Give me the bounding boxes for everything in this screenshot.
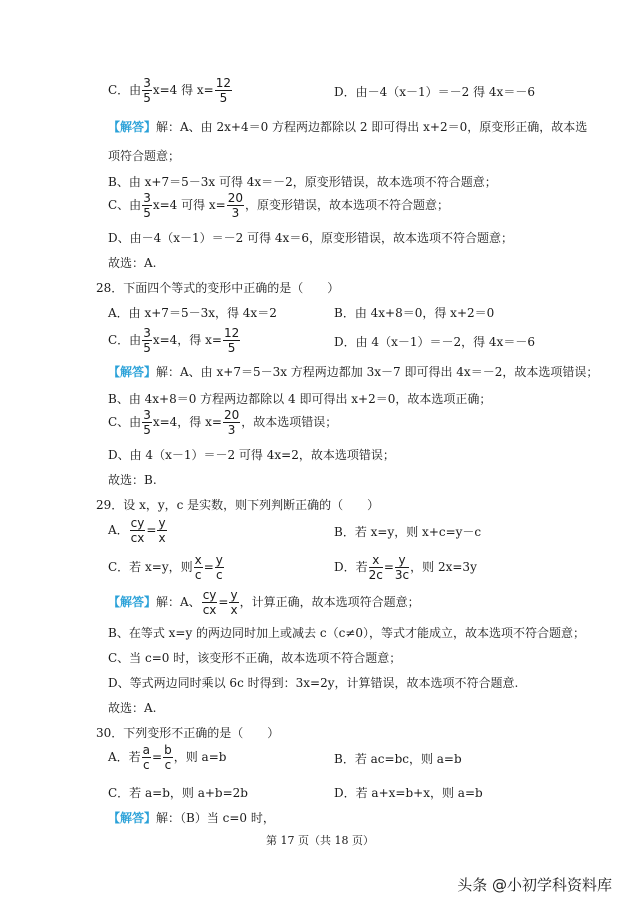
text-run: 故选：A.	[108, 256, 157, 270]
fraction	[223, 409, 240, 436]
text-run: B．若 x=y，则 x+c=y－c	[334, 525, 482, 539]
text-run: C、由	[108, 415, 142, 429]
text-run: 解：（B）当 c=0 时，	[156, 811, 275, 825]
text-line	[108, 677, 518, 689]
text-run: D．若 a+x=b+x，则 a=b	[334, 786, 483, 800]
watermark: 头条 @小初学科资料库	[457, 876, 612, 894]
text-line	[108, 744, 226, 771]
text-line	[334, 554, 477, 581]
text-line	[108, 366, 598, 378]
text-run: 解：A、由 x+7＝5－3x 方程两边都加 3x－7 即可得出 4x＝－2，故本选项错误；	[156, 365, 599, 379]
text-run: C．由	[108, 83, 142, 97]
numerator: cy	[130, 516, 145, 530]
text-run: x=4 得 x=	[152, 83, 214, 97]
text-run: 28．下面四个等式的变形中正确的是（ ）	[96, 281, 340, 295]
denominator: c	[143, 758, 150, 772]
text-run: ，故本选项错误；	[241, 415, 338, 429]
denominator: 3	[231, 206, 240, 220]
text-run: C．由	[108, 333, 142, 347]
text-run: x=4，得 x=	[152, 333, 222, 347]
text-line	[108, 121, 587, 133]
numerator: y	[230, 588, 238, 602]
denominator: 5	[143, 423, 151, 437]
text-run: ，则 a=b	[173, 750, 227, 764]
text-run: x=4，得 x=	[152, 415, 222, 429]
answer-tag: 【解答】	[108, 595, 157, 609]
denominator: cx	[202, 603, 217, 617]
denominator: 5	[143, 206, 151, 220]
text-run: C．若 a=b，则 a+b=2b	[108, 786, 248, 800]
fraction	[194, 554, 203, 581]
denominator: 5	[227, 341, 236, 355]
text-run: 解：A、	[156, 595, 201, 609]
numerator: cy	[202, 588, 217, 602]
text-line	[334, 787, 483, 799]
denominator: x	[158, 531, 166, 545]
numerator: 20	[227, 191, 244, 205]
text-line	[108, 77, 233, 104]
denominator: x	[230, 603, 238, 617]
numerator: 3	[143, 408, 151, 422]
text-run: A．由 x+7＝5－3x，得 4x＝2	[108, 306, 277, 320]
text-run: D．若	[334, 560, 368, 574]
text-run: C、由	[108, 198, 142, 212]
fraction	[142, 192, 152, 219]
denominator: c	[164, 758, 172, 772]
denominator: 5	[219, 91, 228, 105]
text-line	[108, 232, 513, 244]
fraction	[142, 77, 152, 104]
text-line	[108, 812, 275, 824]
fraction	[395, 554, 409, 581]
denominator: 3	[227, 423, 236, 437]
text-run: ，原变形错误，故本选项不符合题意；	[245, 198, 450, 212]
text-line	[108, 702, 156, 714]
fraction	[157, 517, 166, 544]
numerator: y	[215, 553, 223, 567]
text-run: 故选：A.	[108, 701, 157, 715]
numerator: 3	[143, 326, 151, 340]
numerator: x	[194, 553, 202, 567]
text-line	[108, 449, 395, 461]
text-line	[334, 526, 481, 538]
numerator: y	[395, 554, 409, 568]
numerator: b	[164, 743, 172, 757]
denominator: 5	[143, 341, 151, 355]
numerator: 3	[143, 76, 151, 90]
fraction	[142, 409, 152, 436]
text-run: =	[218, 595, 229, 609]
text-line	[108, 150, 180, 162]
text-run: =	[152, 750, 163, 764]
text-run: B．若 ac=bc，则 a=b	[334, 752, 462, 766]
text-run: 故选：B.	[108, 473, 157, 487]
denominator: 3c	[394, 568, 410, 582]
numerator: 3	[143, 191, 151, 205]
text-run: D、由 4（x－1）＝－2 可得 4x=2，故本选项错误；	[108, 448, 395, 462]
text-run: A．若	[108, 750, 141, 764]
text-run: 解：A、由 2x+4＝0 方程两边都除以 2 即可得出 x+2＝0，原变形正确，故本选	[156, 120, 588, 134]
fraction	[163, 744, 173, 771]
text-line	[334, 86, 535, 98]
text-run: =	[383, 560, 394, 574]
answer-tag: 【解答】	[108, 120, 157, 134]
text-line	[334, 307, 494, 319]
text-line	[108, 627, 585, 639]
numerator: 12	[223, 326, 240, 340]
text-line	[96, 727, 279, 739]
text-run: =	[146, 523, 157, 537]
fraction	[229, 589, 238, 616]
denominator: c	[216, 568, 223, 582]
fraction	[223, 327, 240, 354]
text-line	[108, 589, 420, 616]
text-line	[96, 499, 379, 511]
text-line	[108, 192, 449, 219]
text-line	[108, 409, 337, 436]
text-run: A．	[108, 523, 129, 537]
text-run: ，计算正确，故本选项符合题意；	[239, 595, 420, 609]
text-line	[108, 554, 225, 581]
text-run: D、由－4（x－1）＝－2 可得 4x＝6，原变形错误，故本选项不符合题意；	[108, 231, 513, 245]
text-run: D、等式两边同时乘以 6c 时得到：3x=2y，计算错误，故本选项不符合题意.	[108, 676, 519, 690]
text-line	[108, 393, 491, 405]
fraction	[130, 517, 146, 544]
text-run: x=4 可得 x=	[152, 198, 226, 212]
text-run: 项符合题意；	[108, 149, 181, 163]
numerator: y	[158, 516, 166, 530]
fraction	[227, 192, 244, 219]
text-run: C、当 c=0 时，该变形不正确，故本选项不符合题意；	[108, 651, 402, 665]
denominator: c	[194, 568, 202, 582]
text-run: B、由 x+7＝5－3x 可得 4x＝－2，原变形错误，故本选项不符合题意；	[108, 175, 497, 189]
text-line	[108, 474, 157, 486]
text-run: B．由 4x+8＝0，得 x+2＝0	[334, 306, 495, 320]
numerator: 12	[215, 76, 232, 90]
text-line	[108, 787, 248, 799]
text-line	[334, 336, 535, 348]
text-line	[96, 282, 339, 294]
text-run: 30．下列变形不正确的是（ ）	[96, 726, 280, 740]
text-run: D．由 4（x－1）＝－2，得 4x＝－6	[334, 335, 535, 349]
denominator: 2c	[368, 568, 383, 582]
text-run: B、在等式 x=y 的两边同时加上或减去 c（c≠0），等式才能成立，故本选项不符合题意；	[108, 626, 585, 640]
numerator: 20	[223, 408, 240, 422]
fraction	[142, 744, 151, 771]
fraction	[142, 327, 152, 354]
text-run: B、由 4x+8＝0 方程两边都除以 4 即可得出 x+2＝0，故本选项正确；	[108, 392, 492, 406]
answer-tag: 【解答】	[108, 365, 157, 379]
text-line	[108, 176, 497, 188]
answer-tag: 【解答】	[108, 811, 157, 825]
text-run: D．由－4（x－1）＝－2 得 4x＝－6	[334, 85, 535, 99]
text-run: =	[203, 560, 214, 574]
fraction	[369, 554, 383, 581]
text-line	[108, 652, 401, 664]
fraction	[215, 554, 224, 581]
text-run: C．若 x=y，则	[108, 560, 193, 574]
text-run: 29．设 x，y，c 是实数，则下列判断正确的（ ）	[96, 498, 380, 512]
text-line	[108, 327, 241, 354]
fraction	[202, 589, 218, 616]
text-line	[108, 307, 277, 319]
fraction	[215, 77, 232, 104]
text-line	[108, 257, 156, 269]
numerator: a	[142, 743, 151, 757]
text-line	[334, 753, 462, 765]
page-footer: 第 17 页（共 18 页）	[266, 834, 374, 847]
numerator: x	[369, 554, 383, 568]
text-line	[108, 517, 168, 544]
denominator: 5	[143, 91, 151, 105]
denominator: cx	[130, 531, 145, 545]
text-run: ，则 2x=3y	[410, 560, 477, 574]
